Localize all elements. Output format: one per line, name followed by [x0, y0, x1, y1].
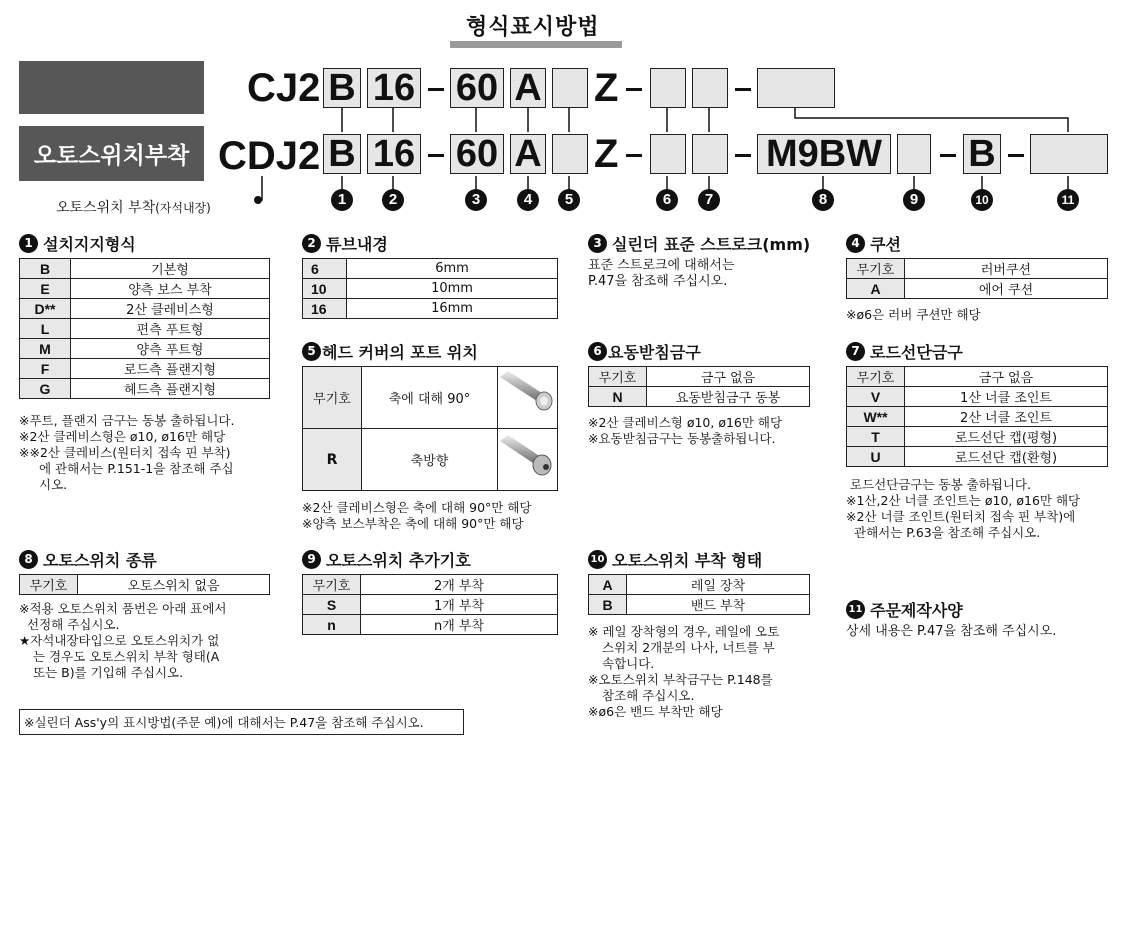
s10-note: ※ 레일 장착형의 경우, 레일에 오토 — [588, 624, 780, 639]
s7-note: ※2산 너클 조인트(원터치 접속 핀 부착)에 — [846, 509, 1076, 524]
s7-note: 로드선단금구는 동봉 출하됩니다. — [850, 477, 1031, 492]
s10-number: 10 — [588, 550, 607, 569]
s7-code: T — [847, 427, 905, 447]
table-row — [847, 259, 1108, 279]
s6-desc: 요동받침금구 동봉 — [647, 387, 810, 407]
s1-desc: 로드측 플랜지형 — [71, 359, 270, 379]
s9-title: 오토스위치 추가기호 — [326, 551, 471, 570]
s1-notes — [19, 413, 234, 493]
s9-code: n — [303, 615, 361, 635]
row1-port-box — [552, 68, 588, 108]
s1-table — [19, 258, 270, 399]
circle-9: 9 — [903, 189, 925, 211]
s4-code: 무기호 — [847, 259, 905, 279]
s7-header — [846, 340, 963, 363]
s8-code: 무기호 — [20, 575, 78, 595]
autoswitch-note-main: 오토스위치 부착 — [56, 200, 156, 216]
s7-code: 무기호 — [847, 367, 905, 387]
s5-desc-cell — [362, 367, 498, 429]
s5-code-cell — [303, 367, 362, 429]
s4-notes — [846, 307, 981, 323]
s4-desc: 러버쿠션 — [905, 259, 1108, 279]
circle-1: 1 — [331, 189, 353, 211]
s5-image-cell — [498, 429, 557, 490]
s4-number: 4 — [846, 234, 865, 253]
s5-table — [302, 366, 558, 491]
row2-dash-4 — [940, 154, 956, 157]
s9-code: 무기호 — [303, 575, 361, 595]
circle-7: 7 — [698, 189, 720, 211]
s1-note: 시오. — [39, 477, 68, 492]
s2-number: 2 — [302, 234, 321, 253]
s7-desc: 1산 너클 조인트 — [905, 387, 1108, 407]
s1-desc: 편측 푸트형 — [71, 319, 270, 339]
s8-number: 8 — [19, 550, 38, 569]
s10-notes — [588, 624, 779, 720]
s7-table — [846, 366, 1108, 467]
circle-4: 4 — [517, 189, 539, 211]
s3-line: P.47을 참조해 주십시오. — [588, 274, 728, 289]
circle-2: 2 — [382, 189, 404, 211]
table-row — [303, 259, 558, 279]
s7-desc: 2산 너클 조인트 — [905, 407, 1108, 427]
s1-note: ※푸트, 플랜지 금구는 동봉 출하됩니다. — [19, 413, 235, 428]
table-row — [303, 279, 558, 299]
row1-cushion-code: A — [510, 68, 546, 108]
s1-code: M — [20, 339, 71, 359]
s6-note: ※2산 클레비스형 ø10, ø16만 해당 — [588, 415, 783, 430]
s6-title: 요동받침금구 — [608, 343, 701, 362]
table-row — [20, 339, 270, 359]
s10-code: B — [589, 595, 627, 615]
s1-desc: 헤드측 플랜지형 — [71, 379, 270, 399]
s2-table — [302, 258, 558, 319]
table-row — [847, 279, 1108, 299]
table-row — [847, 407, 1108, 427]
s4-code: A — [847, 279, 905, 299]
s1-code: F — [20, 359, 71, 379]
s1-desc: 기본형 — [71, 259, 270, 279]
table-row — [847, 447, 1108, 467]
row1-rodend-box — [692, 68, 728, 108]
s2-desc: 10mm — [347, 279, 558, 299]
table-row — [20, 359, 270, 379]
s9-header — [302, 548, 471, 571]
s7-desc: 로드선단 캡(평형) — [905, 427, 1108, 447]
row1-z: Z — [594, 66, 619, 110]
row2-z: Z — [594, 132, 619, 176]
s6-notes — [588, 415, 782, 447]
s3-title: 실린더 표준 스트로크(mm) — [612, 235, 811, 254]
s5-desc: 축에 대해 90° — [388, 392, 471, 407]
table-row — [303, 615, 558, 635]
s1-code: L — [20, 319, 71, 339]
circle-8: 8 — [812, 189, 834, 211]
table-row — [589, 595, 810, 615]
row1-dash-2 — [626, 88, 642, 91]
s7-desc: 금구 없음 — [905, 367, 1108, 387]
s2-desc: 16mm — [347, 299, 558, 319]
s11-line: 상세 내용은 P.47을 참조해 주십시오. — [846, 624, 1057, 639]
s7-title: 로드선단금구 — [870, 343, 963, 362]
cylinder-side-port-icon — [498, 367, 557, 428]
table-row — [303, 299, 558, 319]
s5-desc-cell — [362, 429, 498, 490]
s10-note: 스위치 2개분의 나사, 너트를 부 — [602, 640, 775, 655]
row2-mounting-code: B — [963, 134, 1001, 174]
s1-note: ※※2산 클레비스(원터치 접속 핀 부착) — [19, 445, 231, 460]
s5-note: ※2산 클레비스형은 축에 대해 90°만 해당 — [302, 500, 532, 515]
s3-text — [588, 258, 734, 290]
s1-note: 에 관해서는 P.151-1을 참조해 주십 — [39, 461, 234, 476]
s8-header — [19, 548, 157, 571]
page-title: 형식표시방법 — [466, 15, 600, 40]
s1-title: 설치지지형식 — [43, 235, 136, 254]
row2-cushion-code: A — [510, 134, 546, 174]
s8-note: 또는 B)를 기입해 주십시오. — [33, 665, 184, 680]
row2-prefix: CDJ2 — [218, 134, 321, 178]
row2-stroke-code: 60 — [450, 134, 504, 174]
s8-note: ※적용 오토스위치 품번은 아래 표에서 — [19, 601, 227, 616]
s10-note: 참조해 주십시오. — [602, 688, 695, 703]
s1-code: D** — [20, 299, 71, 319]
table-row — [847, 367, 1108, 387]
row1-prefix: CJ2 — [247, 66, 321, 110]
cylinder-axial-port-icon — [498, 429, 557, 490]
s7-code: U — [847, 447, 905, 467]
row2-dash-1 — [428, 154, 444, 157]
row1-bracket-box — [650, 68, 686, 108]
table-row — [20, 299, 270, 319]
s7-desc: 로드선단 캡(환형) — [905, 447, 1108, 467]
s5-code-cell — [303, 429, 362, 490]
s5-note: ※양측 보스부착은 축에 대해 90°만 해당 — [302, 516, 524, 531]
s5-image-cell — [498, 367, 557, 429]
s6-header — [588, 340, 701, 363]
s7-number: 7 — [846, 342, 865, 361]
row1-mount-code: B — [323, 68, 361, 108]
s8-note: 선정해 주십시오. — [27, 617, 120, 632]
row1-dash-3 — [735, 88, 751, 91]
s11-text — [846, 624, 1056, 640]
s4-note: ※ø6은 러버 쿠션만 해당 — [846, 307, 981, 322]
autoswitch-note-paren: (자석내장) — [155, 201, 211, 215]
row2-dash-3 — [735, 154, 751, 157]
s1-header — [19, 232, 136, 255]
s6-desc: 금구 없음 — [647, 367, 810, 387]
s4-table — [846, 258, 1108, 299]
s1-desc: 2산 클레비스형 — [71, 299, 270, 319]
s8-notes — [19, 601, 227, 681]
s9-number: 9 — [302, 550, 321, 569]
s6-code: 무기호 — [589, 367, 647, 387]
s9-table — [302, 574, 558, 635]
row1-made-to-order-box — [757, 68, 835, 108]
s8-note: 는 경우도 오토스위치 부착 형태(A — [33, 649, 220, 664]
s3-header — [588, 232, 810, 255]
s7-note: ※1산,2산 너클 조인트는 ø10, ø16만 해당 — [846, 493, 1081, 508]
footer-note: ※실린더 Ass'y의 표시방법(주문 예)에 대해서는 P.47을 참조해 주십시오. — [19, 709, 464, 735]
table-row — [20, 575, 270, 595]
s8-title: 오토스위치 종류 — [43, 551, 157, 570]
circle-6: 6 — [656, 189, 678, 211]
s5-number: 5 — [302, 342, 321, 361]
s6-table — [588, 366, 810, 407]
s5-header — [302, 340, 478, 363]
s3-line: 표준 스트로크에 대해서는 — [588, 258, 735, 273]
s7-code: V — [847, 387, 905, 407]
s8-table — [19, 574, 270, 595]
s1-note: ※2산 클레비스형은 ø10, ø16만 해당 — [19, 429, 226, 444]
table-row — [303, 595, 558, 615]
row2-port-box — [552, 134, 588, 174]
s10-note: 속합니다. — [602, 656, 655, 671]
circle-3: 3 — [465, 189, 487, 211]
s8-desc: 오토스위치 없음 — [78, 575, 270, 595]
row1-bore-code: 16 — [367, 68, 421, 108]
table-row — [20, 319, 270, 339]
s6-note: ※요동받침금구는 동봉출하됩니다. — [588, 431, 776, 446]
s9-desc: n개 부착 — [361, 615, 558, 635]
s1-number: 1 — [19, 234, 38, 253]
s2-code: 10 — [303, 279, 347, 299]
table-row — [303, 575, 558, 595]
s2-desc: 6mm — [347, 259, 558, 279]
s10-title: 오토스위치 부착 형태 — [612, 551, 763, 570]
s2-header — [302, 232, 388, 255]
s1-desc: 양측 푸트형 — [71, 339, 270, 359]
row2-rodend-box — [692, 134, 728, 174]
s2-code: 6 — [303, 259, 347, 279]
s10-desc: 레일 장착 — [627, 575, 810, 595]
row2-dash-2 — [626, 154, 642, 157]
circle-11: 11 — [1057, 189, 1079, 211]
s5-code: R — [326, 451, 338, 468]
s9-code: S — [303, 595, 361, 615]
autoswitch-magnet-note — [56, 197, 211, 217]
row2-switch-code: M9BW — [757, 134, 891, 174]
circle-10: 10 — [971, 189, 993, 211]
row1-stroke-code: 60 — [450, 68, 504, 108]
s4-desc: 에어 쿠션 — [905, 279, 1108, 299]
row2-label-box: 오토스위치부착 — [19, 126, 204, 181]
s3-number: 3 — [588, 234, 607, 253]
s10-table — [588, 574, 810, 615]
s4-header — [846, 232, 901, 255]
row2-dash-5 — [1008, 154, 1024, 157]
s10-note: ※ø6은 밴드 부착만 해당 — [588, 704, 723, 719]
row2-made-to-order-box — [1030, 134, 1108, 174]
row2-bracket-box — [650, 134, 686, 174]
s5-desc: 축방향 — [410, 454, 449, 469]
s4-title: 쿠션 — [870, 235, 901, 254]
s5-notes — [302, 500, 532, 532]
s10-code: A — [589, 575, 627, 595]
s1-desc: 양측 보스 부착 — [71, 279, 270, 299]
s7-notes — [846, 477, 1080, 541]
s10-header — [588, 548, 762, 571]
s2-title: 튜브내경 — [326, 235, 388, 254]
table-row — [847, 387, 1108, 407]
s1-code: G — [20, 379, 71, 399]
s11-header — [846, 598, 963, 621]
row1-dash-1 — [428, 88, 444, 91]
s6-code: N — [589, 387, 647, 407]
row2-mount-code: B — [323, 134, 361, 174]
s7-code: W** — [847, 407, 905, 427]
table-row — [589, 367, 810, 387]
row2-bore-code: 16 — [367, 134, 421, 174]
table-row — [20, 379, 270, 399]
table-row — [589, 575, 810, 595]
s1-code: E — [20, 279, 71, 299]
circle-5: 5 — [558, 189, 580, 211]
s10-desc: 밴드 부착 — [627, 595, 810, 615]
table-row — [847, 427, 1108, 447]
s9-desc: 2개 부착 — [361, 575, 558, 595]
s10-note: ※오토스위치 부착금구는 P.148를 — [588, 672, 773, 687]
table-row — [589, 387, 810, 407]
s11-number: 11 — [846, 600, 865, 619]
row2-switch-qty-box — [897, 134, 931, 174]
s7-note: 관해서는 P.63을 참조해 주십시오. — [854, 525, 1041, 540]
s2-code: 16 — [303, 299, 347, 319]
table-row — [20, 279, 270, 299]
s5-code: 무기호 — [313, 392, 351, 407]
s6-number: 6 — [588, 342, 607, 361]
s1-code: B — [20, 259, 71, 279]
s8-note: ★자석내장타입으로 오토스위치가 없 — [19, 633, 220, 648]
table-row — [20, 259, 270, 279]
s5-title: 헤드 커버의 포트 위치 — [322, 343, 478, 362]
s9-desc: 1개 부착 — [361, 595, 558, 615]
s11-title: 주문제작사양 — [870, 601, 963, 620]
